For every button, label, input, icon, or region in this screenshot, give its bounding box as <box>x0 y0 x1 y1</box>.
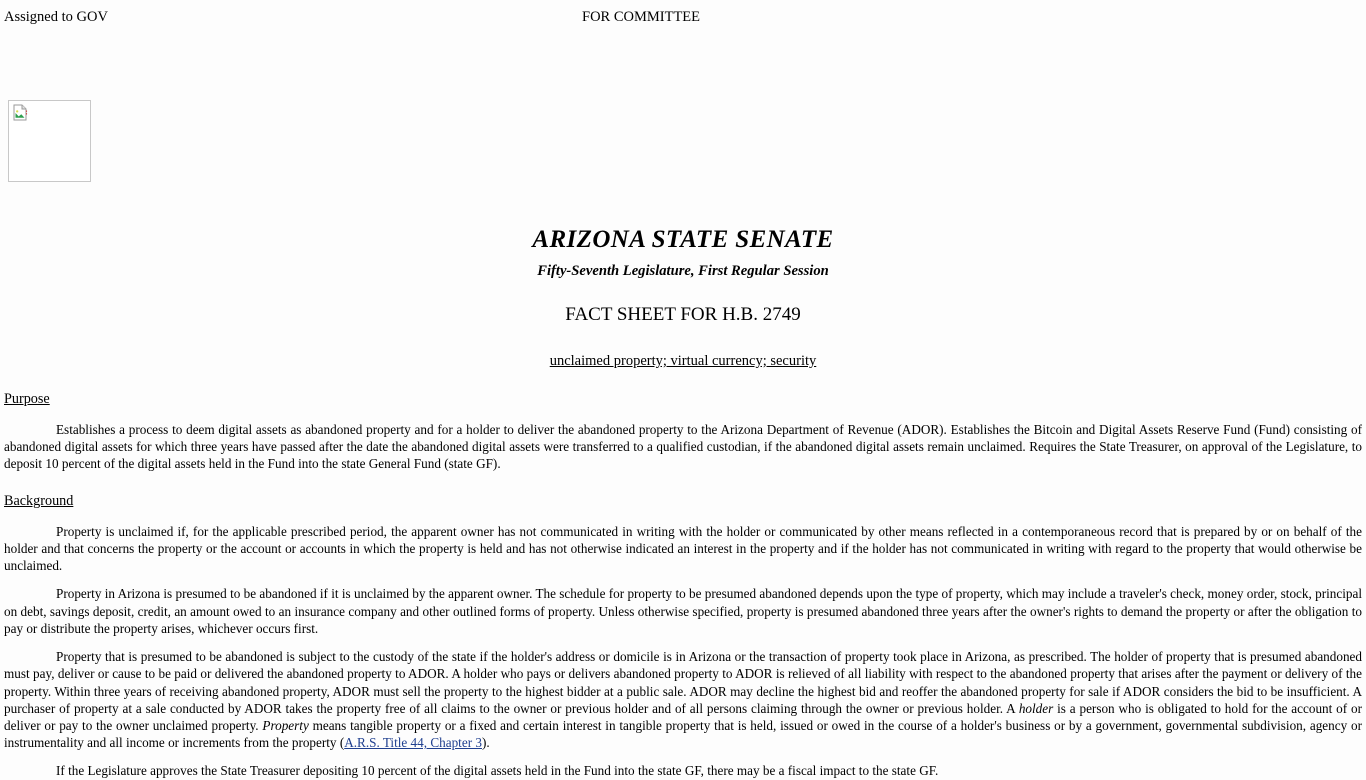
masthead <box>0 40 1366 370</box>
purpose-paragraph: Establishes a process to deem digital assets as abandoned property and for a holder to deliver the abandoned property to the Arizona Department of Revenue (ADOR). Establishes the Bitcoin and Digital Assets Reserve Fund (Fund) consisting of abandoned digital assets for which three years have passed after the date the abandoned digital assets were transferred to a qualified custodian, if the abandoned digital assets remain unclaimed. Requires the State Treasurer, on approval of the Legislature, to deposit 10 percent of the digital assets held in the Fund into the state General Fund (state GF). <box>4 421 1362 472</box>
section-heading-purpose <box>4 370 1362 409</box>
term-holder-italic: holder <box>1018 700 1054 716</box>
background-p3-text-3: means tangible property or a fixed and certain interest in tangible property that is held, issued or owed in the course of a holder's business or by a government, governmental subdivision, agency or instrumentality and all income or increments from the property ( <box>4 717 1362 751</box>
assigned-to-label: Assigned to GOV <box>4 9 108 25</box>
background-paragraph-2: Property in Arizona is presumed to be abandoned if it is unclaimed by the apparent owner. The schedule for property to be presumed abandoned depends upon the type of property, which may include a traveler's check, money order, stock, principal on debt, savings deposit, credit, an amount owed to an insurance company and other outlined forms of property. Unless otherwise specified, property is presumed abandoned three years after the owner's rights to demand the property or after the obligation to pay or distribute the property arises, whichever occurs first. <box>4 586 1362 636</box>
statute-citation-link[interactable]: A.R.S. Title 44, Chapter 3 <box>344 735 482 751</box>
background-p3-text-1: Property that is presumed to be abandoned is subject to the custody of the state if the holder's address or domicile is in Arizona or the transaction of property took place in Arizona, as prescribed. The holder of property that is presumed abandoned must pay, deliver or cause to be paid or delivered the abandoned property to ADOR. A holder who pays or delivers abandoned property to ADOR is relieved of all liability with respect to the abandoned property that arises after the payment or delivery of the property. Within three years of receiving abandoned property, ADOR must sell the property to the highest bidder at a public sale. ADOR may decline the highest bid and reoffer the abandoned property for sale if ADOR considers the bid to be insufficient. A purchaser of property at a sale conducted by ADOR takes the property free of all claims to the owner or previous holder and of all persons claiming through the owner or previous holder. A <box>4 649 1362 716</box>
background-paragraph-1: Property is unclaimed if, for the applicable prescribed period, the apparent owner has not communicated in writing with the holder or communicated by other means reflected in a contemporaneous record that is prepared by or on behalf of the holder and that concerns the property or the account or accounts in which the property is held and has not otherwise indicated an interest in the property and if the holder has not communicated in writing with regard to the property that would otherwise be unclaimed. <box>4 523 1362 574</box>
senate-title: ARIZONA STATE SENATE <box>532 226 834 253</box>
broken-image-placeholder <box>8 100 91 182</box>
running-head <box>0 0 1366 34</box>
background-paragraph-3 <box>4 637 1362 751</box>
term-property-italic: Property <box>262 717 309 733</box>
document-body <box>0 370 1366 779</box>
senate-seal-image <box>8 100 91 182</box>
background-heading-text: Background <box>4 493 74 510</box>
section-heading-background <box>4 472 1362 511</box>
broken-image-icon <box>12 104 30 122</box>
background-paragraph-4: If the Legislature approves the State Treasurer depositing 10 percent of the digital assets held in the Fund into the state GF, there may be a fiscal impact to the state GF. <box>56 763 939 779</box>
for-committee-label: FOR COMMITTEE <box>582 9 701 25</box>
background-p3-text-2: is a person who is obligated to hold for the account of or deliver or pay to the owner unclaimed property. <box>4 700 1362 733</box>
background-p3-text-4: ). <box>481 735 490 751</box>
bill-keywords <box>0 327 1366 370</box>
purpose-heading-text: Purpose <box>4 391 50 408</box>
legislature-session-line: Fifty-Seventh Legislature, First Regular Session <box>537 262 829 279</box>
bill-keywords-text: unclaimed property; virtual currency; security <box>549 352 817 369</box>
fact-sheet-title: FACT SHEET FOR H.B. 2749 <box>565 304 801 325</box>
